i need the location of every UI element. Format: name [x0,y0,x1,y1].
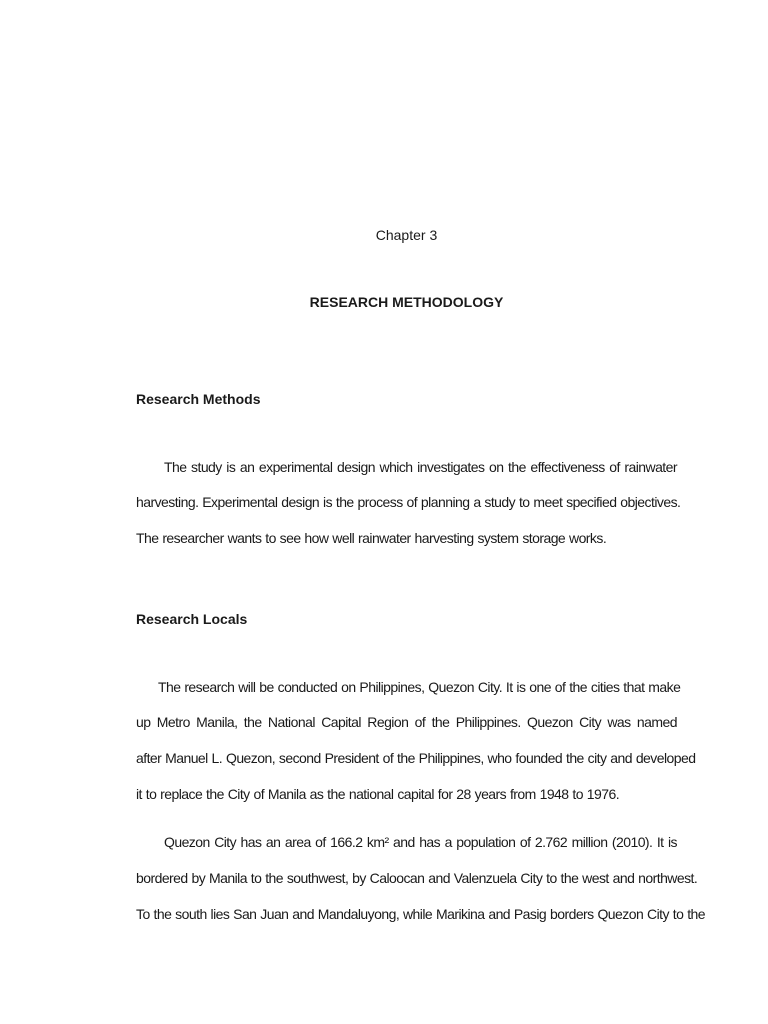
chapter-label: Chapter 3 [375,227,438,243]
paragraph-line: The research will be conducted on Philippines, Quezon City. It is one of the cities that make [158,679,681,695]
section-heading-research-methods: Research Methods [136,391,261,407]
paragraph-line: The study is an experimental design which investigates on the effectiveness of rainwater [164,459,677,475]
paragraph-line: The researcher wants to see how well rainwater harvesting system storage works. [136,530,607,546]
paragraph-line: harvesting. Experimental design is the process of planning a study to meet specified objectives. [136,494,681,510]
section-heading-research-locals: Research Locals [136,611,248,627]
chapter-title: RESEARCH METHODOLOGY [309,294,504,310]
paragraph-line: To the south lies San Juan and Mandaluyong, while Marikina and Pasig borders Quezon City to the [136,906,706,922]
paragraph-line: up Metro Manila, the National Capital Region of the Philippines. Quezon City was named [136,714,677,730]
paragraph-line: Quezon City has an area of 166.2 km² and has a population of 2.762 million (2010). It is [164,834,677,850]
paragraph-line: it to replace the City of Manila as the national capital for 28 years from 1948 to 1976. [136,786,620,802]
paragraph-line: after Manuel L. Quezon, second President of the Philippines, who founded the city and developed [136,750,696,766]
paragraph-line: bordered by Manila to the southwest, by Caloocan and Valenzuela City to the west and northwest. [136,870,698,886]
